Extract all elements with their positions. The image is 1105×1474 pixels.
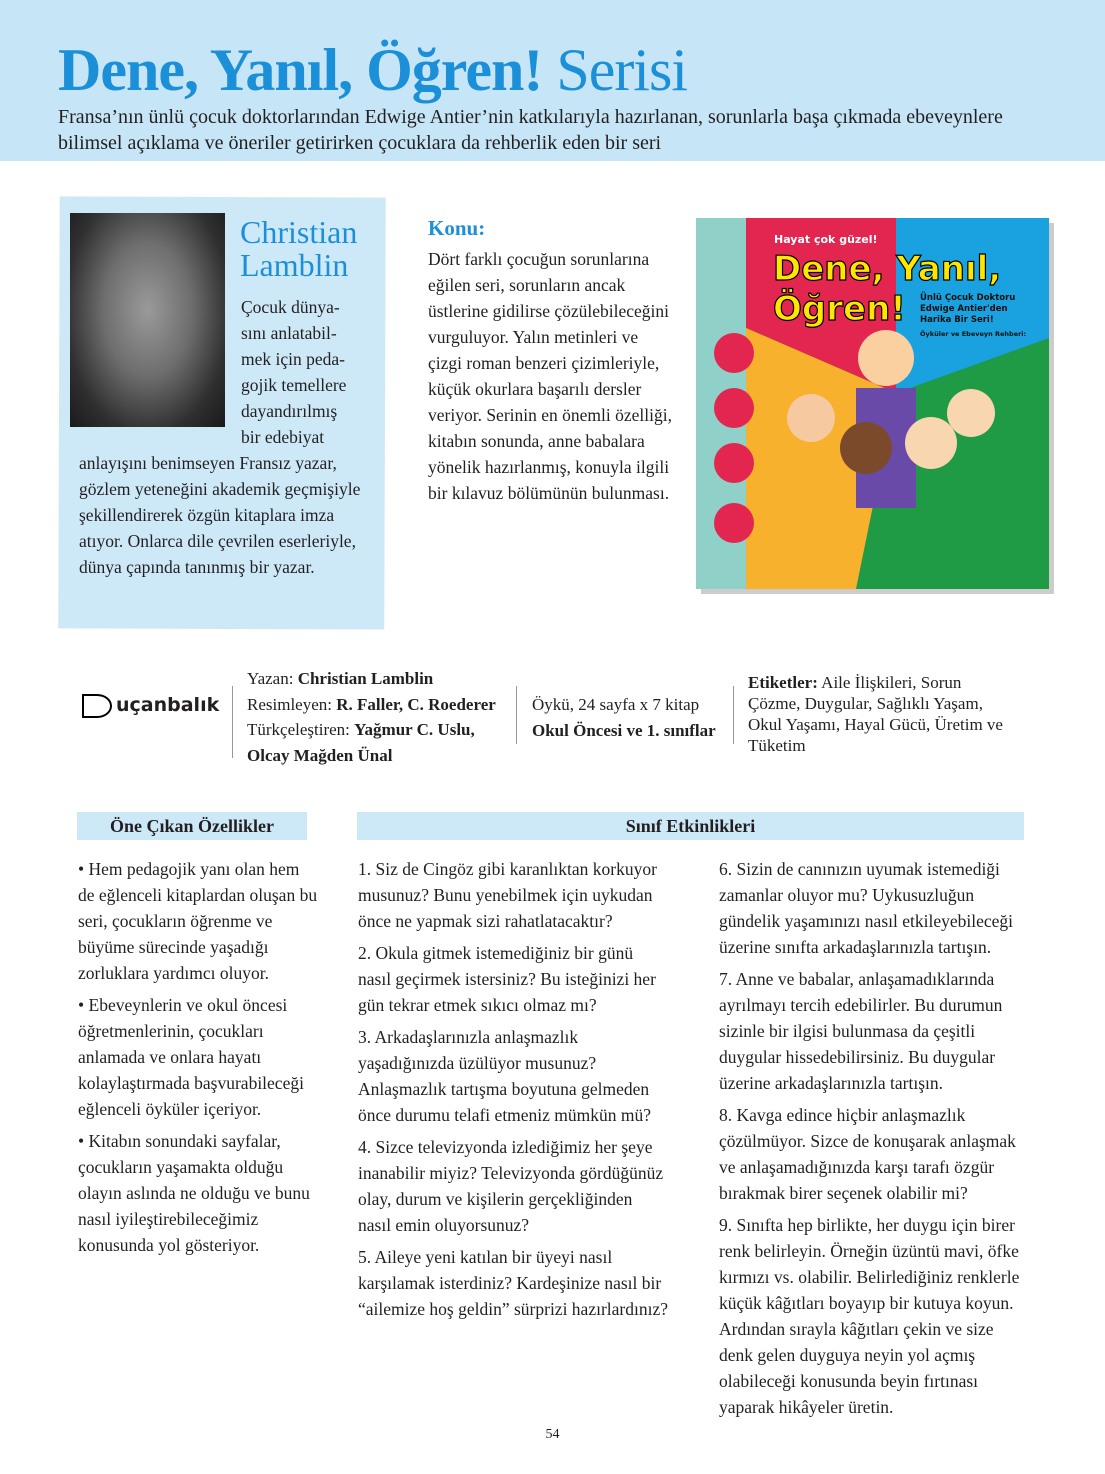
- page-number: 54: [545, 1427, 560, 1442]
- cover-title-1: Dene, Yanıl,: [773, 249, 1002, 289]
- publisher-logo: uçanbalık: [82, 693, 219, 719]
- author-photo: [70, 213, 225, 427]
- activities-col-1: 1. Siz de Cingöz gibi karanlıktan korkuyor musunuz? Bunu yenebilmek için uykudan önce ne yapmak sizi rahatlatacaktır? 2. Okula gitmek istemediğiniz bir günü nasıl geçirmek istersiniz? Bu isteğinizi her gün tekrar etmek sıkıcı olmaz mı? 3. Arkadaşlarınızla anlaşmazlık yaşadığınızda üzülüyor musunuz? Anlaşmazlık tartışma boyutuna gelmeden önce durumu telafi etmeniz mümkün mü? 4. Sizce televizyonda izlediğimiz her şeye inanabilir miyiz? Televizyonda gördüğünüz olay, durum ve kişilerin gerçekliğinden nasıl emin oluyorsunuz? 5. Aileye yeni katılan bir üyeyi nasıl karşılamak isterdiniz? Kardeşinize nasıl bir “ailemize hoş geldin” sürprizi hazırlardınız?: [358, 859, 669, 1319]
- cover-illustration: [696, 218, 1049, 589]
- author-name: Christian Lamblin: [240, 214, 358, 283]
- page-subtitle: Fransa’nın ünlü çocuk doktorlarından Edwige Antier’nin katkılarıyla hazırlanan, sorunlarla başa çıkmada ebeveynlere bilimsel açıklama ve öneriler getirirken çocuklara da rehberlik eden bir seri: [58, 106, 1003, 154]
- author-bio-rest: anlayışını benimseyen Fransız yazar, gözlem yeteneğini akademik geçmişiyle şekillendirerek özgün kitaplara imza atıyor. Onlarca dile çevrilen eserleriyle, dünya çapında tanınmış bir yazar.: [79, 453, 361, 577]
- divider: [733, 686, 734, 744]
- divider: [516, 686, 517, 744]
- cover-title-2: Öğren!: [773, 289, 906, 329]
- activities-col-2: 6. Sizin de canınızın uyumak istemediği zamanlar oluyor mu? Uykusuzluğun gündelik yaşamınızı nasıl etkileyebileceği üzerine sınıfta arkadaşlarınızla tartışın. 7. Anne ve babalar, anlaşamadıklarında ayrılmayı tercih edebilirler. Bu durumun sizinle bir ilgisi bulunmasa da çeşitli duygular hissedebilirsiniz. Bu duygular üzerine arkadaşlarınızla tartışın. 8. Kavga edince hiçbir anlaşmazlık çözülmüyor. Sizce de konuşarak anlaşmak ve anlaşamadığınızda karşı tarafı özgür bırakmak birer seçenek olabilir mi? 9. Sınıfta hep birlikte, her duygu için birer renk belirleyin. Örneğin üzüntü mavi, öfke kırmızı vs. olabilir. Belirlediğiniz renklerle küçük kâğıtları boyayıp bir kutuya koyun. Ardından sırayla kâğıtları çekin ve size denk gelen duyguya neyin yol açmış olabileceği konusunda beyin fırtınası yaparak hikâyeler üretin.: [719, 859, 1020, 1417]
- format-info: Öykü, 24 sayfa x 7 kitap Okul Öncesi ve 1. sınıflar: [532, 695, 716, 740]
- book-cover: [696, 218, 1049, 589]
- cover-sub: Öyküler ve Ebeveyn Rehberi:: [920, 330, 1027, 338]
- features-list: • Hem pedagojik yanı olan hem de eğlenceli kitaplardan oluşan bu seri, çocukların öğrenme ve büyüme sürecinde yaşadığı zorluklara yardımcı oluyor. • Ebeveynlerin ve okul öncesi öğretmenlerinin, çocukları anlamada ve onlara hayatı kolaylaştırmada başvurabileceği eğlenceli öyküler içeriyor. • Kitabın sonundaki sayfalar, çocukların yaşamakta olduğu olayın aslında ne olduğu ve bunu nasıl iyileştirebileceğimiz konusunda yol gösteriyor.: [78, 859, 318, 1255]
- konu-text: Dört farklı çocuğun sorunlarına eğilen seri, sorunların ancak üstlerine gidilirse çözülebileceğini vurguluyor. Yalın metinleri ve çizgi roman benzeri çizimleriyle, küçük okurlara başarılı dersler veriyor. Serinin en önemli özelliği, kitabın sonunda, anne babalara yönelik hazırlanmış, konuyla ilgili bir kılavuz bölümünün bulunması.: [428, 249, 672, 503]
- credits: Yazan: Christian Lamblin Resimleyen: R. Faller, C. Roederer Türkçeleştiren: Yağmur C. Uslu, Olcay Mağden Ünal: [247, 669, 496, 765]
- activities-heading: Sınıf Etkinlikleri: [357, 812, 1024, 840]
- cover-tagline: Hayat çok güzel!: [774, 233, 878, 246]
- tags: Etiketler: Aile İlişkileri, Sorun Çözme, Duygular, Sağlıklı Yaşam, Okul Yaşamı, Hayal Gücü, Üretim ve Tüketim: [748, 673, 1003, 755]
- cover-blurb-3: Harika Bir Seri!: [920, 315, 994, 325]
- fish-icon: [82, 694, 112, 718]
- cover-blurb-1: Ünlü Çocuk Doktoru: [920, 293, 1016, 303]
- features-heading: Öne Çıkan Özellikler: [77, 812, 307, 840]
- konu-heading: Konu:: [428, 216, 486, 240]
- divider: [232, 686, 233, 758]
- cover-blurb-2: Edwige Antier'den: [920, 304, 1008, 314]
- page-title: Dene, Yanıl, Öğren! Serisi: [58, 37, 687, 103]
- author-bio-top: Çocuk dünya- sını anlatabil- mek için peda- gojik temellere dayandırılmış bir edebiyat: [241, 297, 347, 447]
